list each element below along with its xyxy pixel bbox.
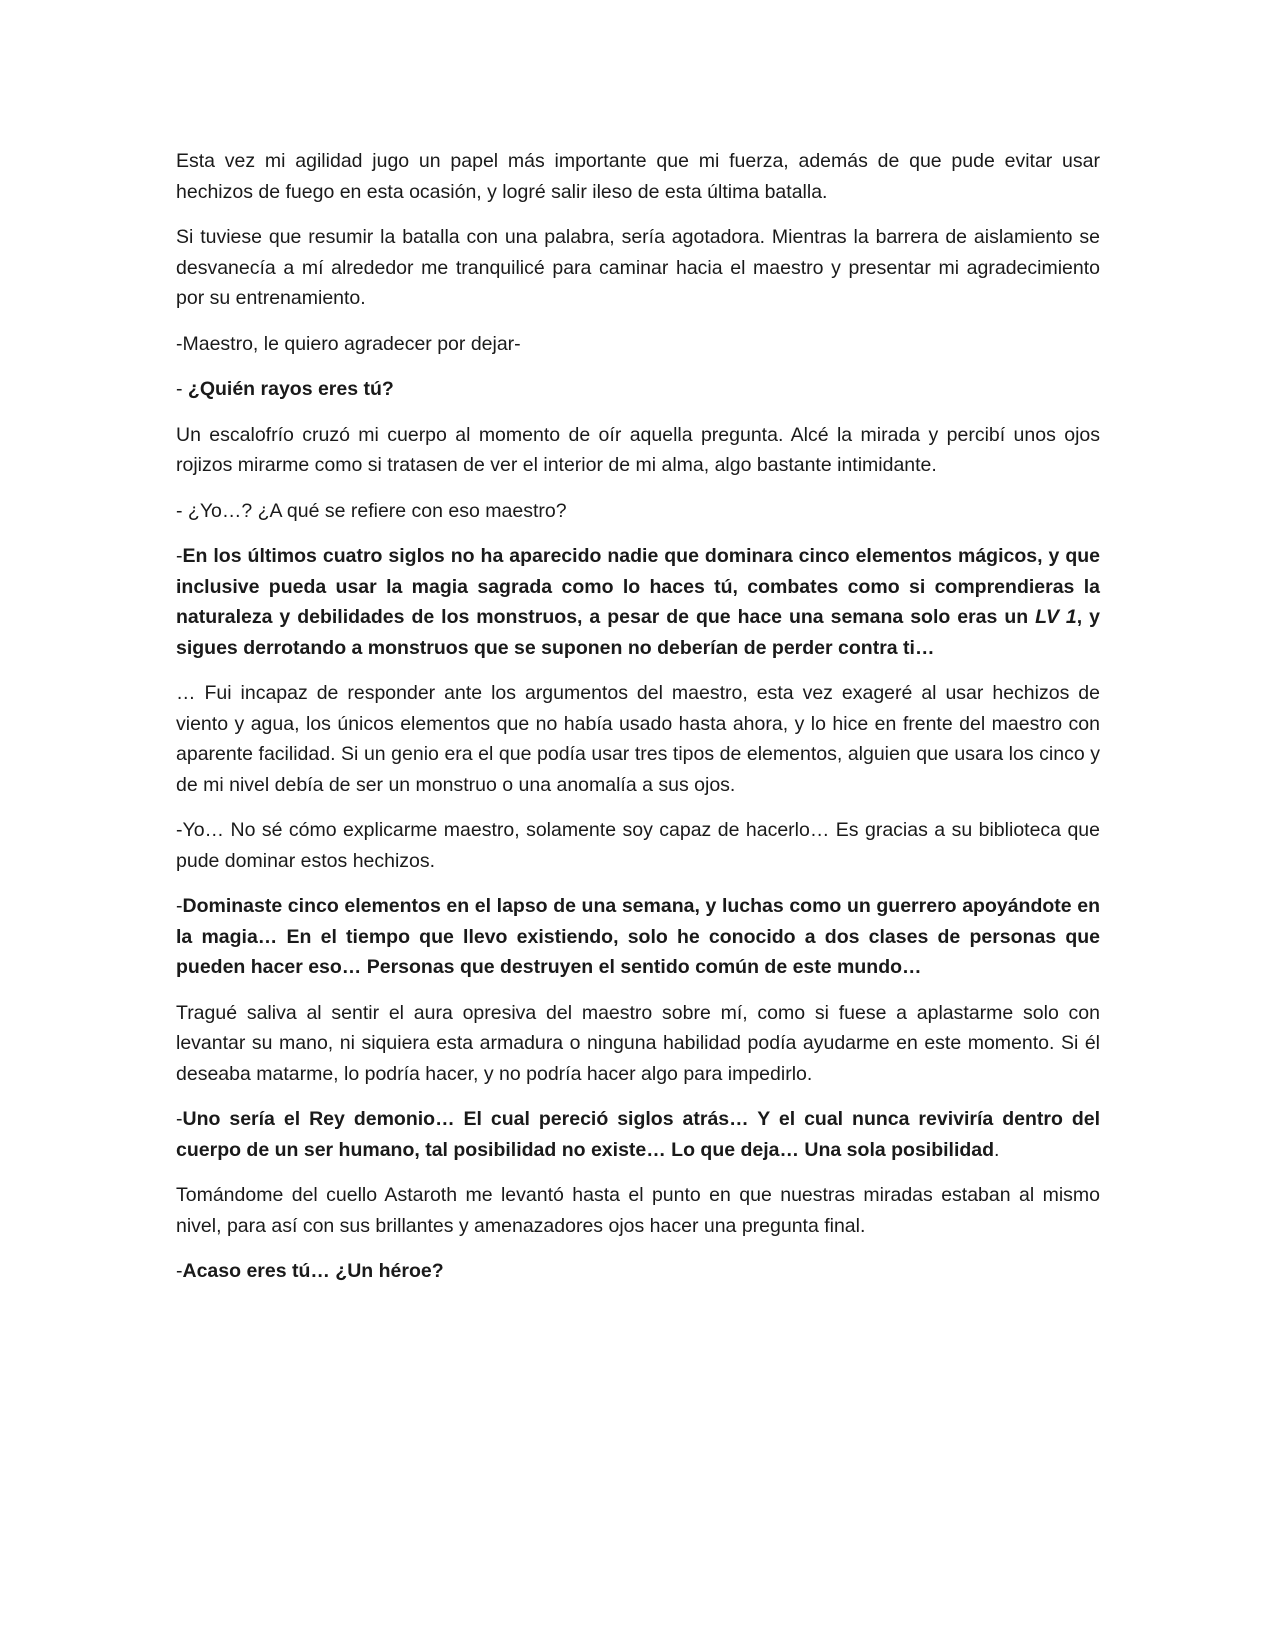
narration-paragraph: Tomándome del cuello Astaroth me levantó hasta el punto en que nuestras miradas estaban al mismo nivel, para así con sus brillantes y amenazadores ojos hacer una pregunta final. bbox=[176, 1184, 1100, 1237]
dialogue-dash: - bbox=[176, 1260, 183, 1282]
master-speech: , y sigues derrotando a monstruos que se suponen no deberían de perder contra ti… bbox=[176, 606, 1101, 659]
dialogue-period: . bbox=[994, 1138, 1000, 1161]
document-page bbox=[176, 146, 1100, 1302]
dialogue-paragraph-master bbox=[176, 1256, 1100, 1287]
master-speech: En los últimos cuatro siglos no ha aparecido nadie que dominara cinco elementos mágicos, y que inclusive pueda usar la magia sagrada como lo haces tú, combates como si comprendieras la naturaleza y debilidades de los monstruos, a pesar de que hace una semana solo eras un bbox=[176, 545, 1100, 628]
dialogue-paragraph-master bbox=[176, 1104, 1100, 1165]
dialogue-paragraph: - ¿Yo…? ¿A qué se refiere con eso maestro? bbox=[176, 499, 567, 522]
narration-paragraph: Si tuviese que resumir la batalla con una palabra, sería agotadora. Mientras la barrera de aislamiento se desvanecía a mí alrededor me tranquilicé para caminar hacia el maestro y presentar mi agradecimiento por su entrenamiento. bbox=[176, 226, 1100, 309]
master-speech: Uno sería el Rey demonio… El cual pereció siglos atrás… Y el cual nunca reviviría dentro del cuerpo de un ser humano, tal posibilidad no existe… Lo que deja… Una sola posibilidad bbox=[176, 1108, 1100, 1161]
dialogue-paragraph: -Maestro, le quiero agradecer por dejar- bbox=[176, 332, 521, 355]
level-label: LV 1 bbox=[1035, 606, 1077, 628]
narration-paragraph: Esta vez mi agilidad jugo un papel más importante que mi fuerza, además de que pude evitar usar hechizos de fuego en esta ocasión, y logré salir ileso de esta última batalla. bbox=[176, 150, 1100, 203]
dialogue-dash: - bbox=[176, 378, 188, 400]
dialogue-paragraph: -Yo… No sé cómo explicarme maestro, solamente soy capaz de hacerlo… Es gracias a su biblioteca que pude dominar estos hechizos. bbox=[176, 819, 1100, 872]
master-speech: ¿Quién rayos eres tú? bbox=[187, 378, 394, 400]
dialogue-dash: - bbox=[176, 895, 183, 917]
narration-paragraph: … Fui incapaz de responder ante los argumentos del maestro, esta vez exageré al usar hechizos de viento y agua, los únicos elementos que no había usado hasta ahora, y lo hice en frente del maestro con aparente facilidad. Si un genio era el que podía usar tres tipos de elementos, alguien que usara los cinco y de mi nivel debía de ser un monstruo o una anomalía a sus ojos. bbox=[176, 682, 1100, 796]
narration-paragraph: Un escalofrío cruzó mi cuerpo al momento de oír aquella pregunta. Alcé la mirada y percibí unos ojos rojizos mirarme como si tratasen de ver el interior de mi alma, algo bastante intimidante. bbox=[176, 423, 1100, 476]
dialogue-dash: - bbox=[176, 545, 183, 567]
dialogue-paragraph-master bbox=[176, 891, 1100, 983]
dialogue-paragraph-master bbox=[176, 374, 1100, 405]
master-speech: Dominaste cinco elementos en el lapso de una semana, y luchas como un guerrero apoyándote en la magia… En el tiempo que llevo existiendo, solo he conocido a dos clases de personas que pueden hacer eso… Personas que destruyen el sentido común de este mundo… bbox=[176, 895, 1100, 978]
narration-paragraph: Tragué saliva al sentir el aura opresiva del maestro sobre mí, como si fuese a aplastarme solo con levantar su mano, ni siquiera esta armadura o ninguna habilidad podía ayudarme en este momento. Si él deseaba matarme, lo podría hacer, y no podría hacer algo para impedirlo. bbox=[176, 1001, 1100, 1085]
dialogue-dash: - bbox=[176, 1108, 183, 1130]
master-speech: Acaso eres tú… ¿Un héroe? bbox=[182, 1260, 444, 1282]
dialogue-paragraph-master bbox=[176, 541, 1100, 663]
